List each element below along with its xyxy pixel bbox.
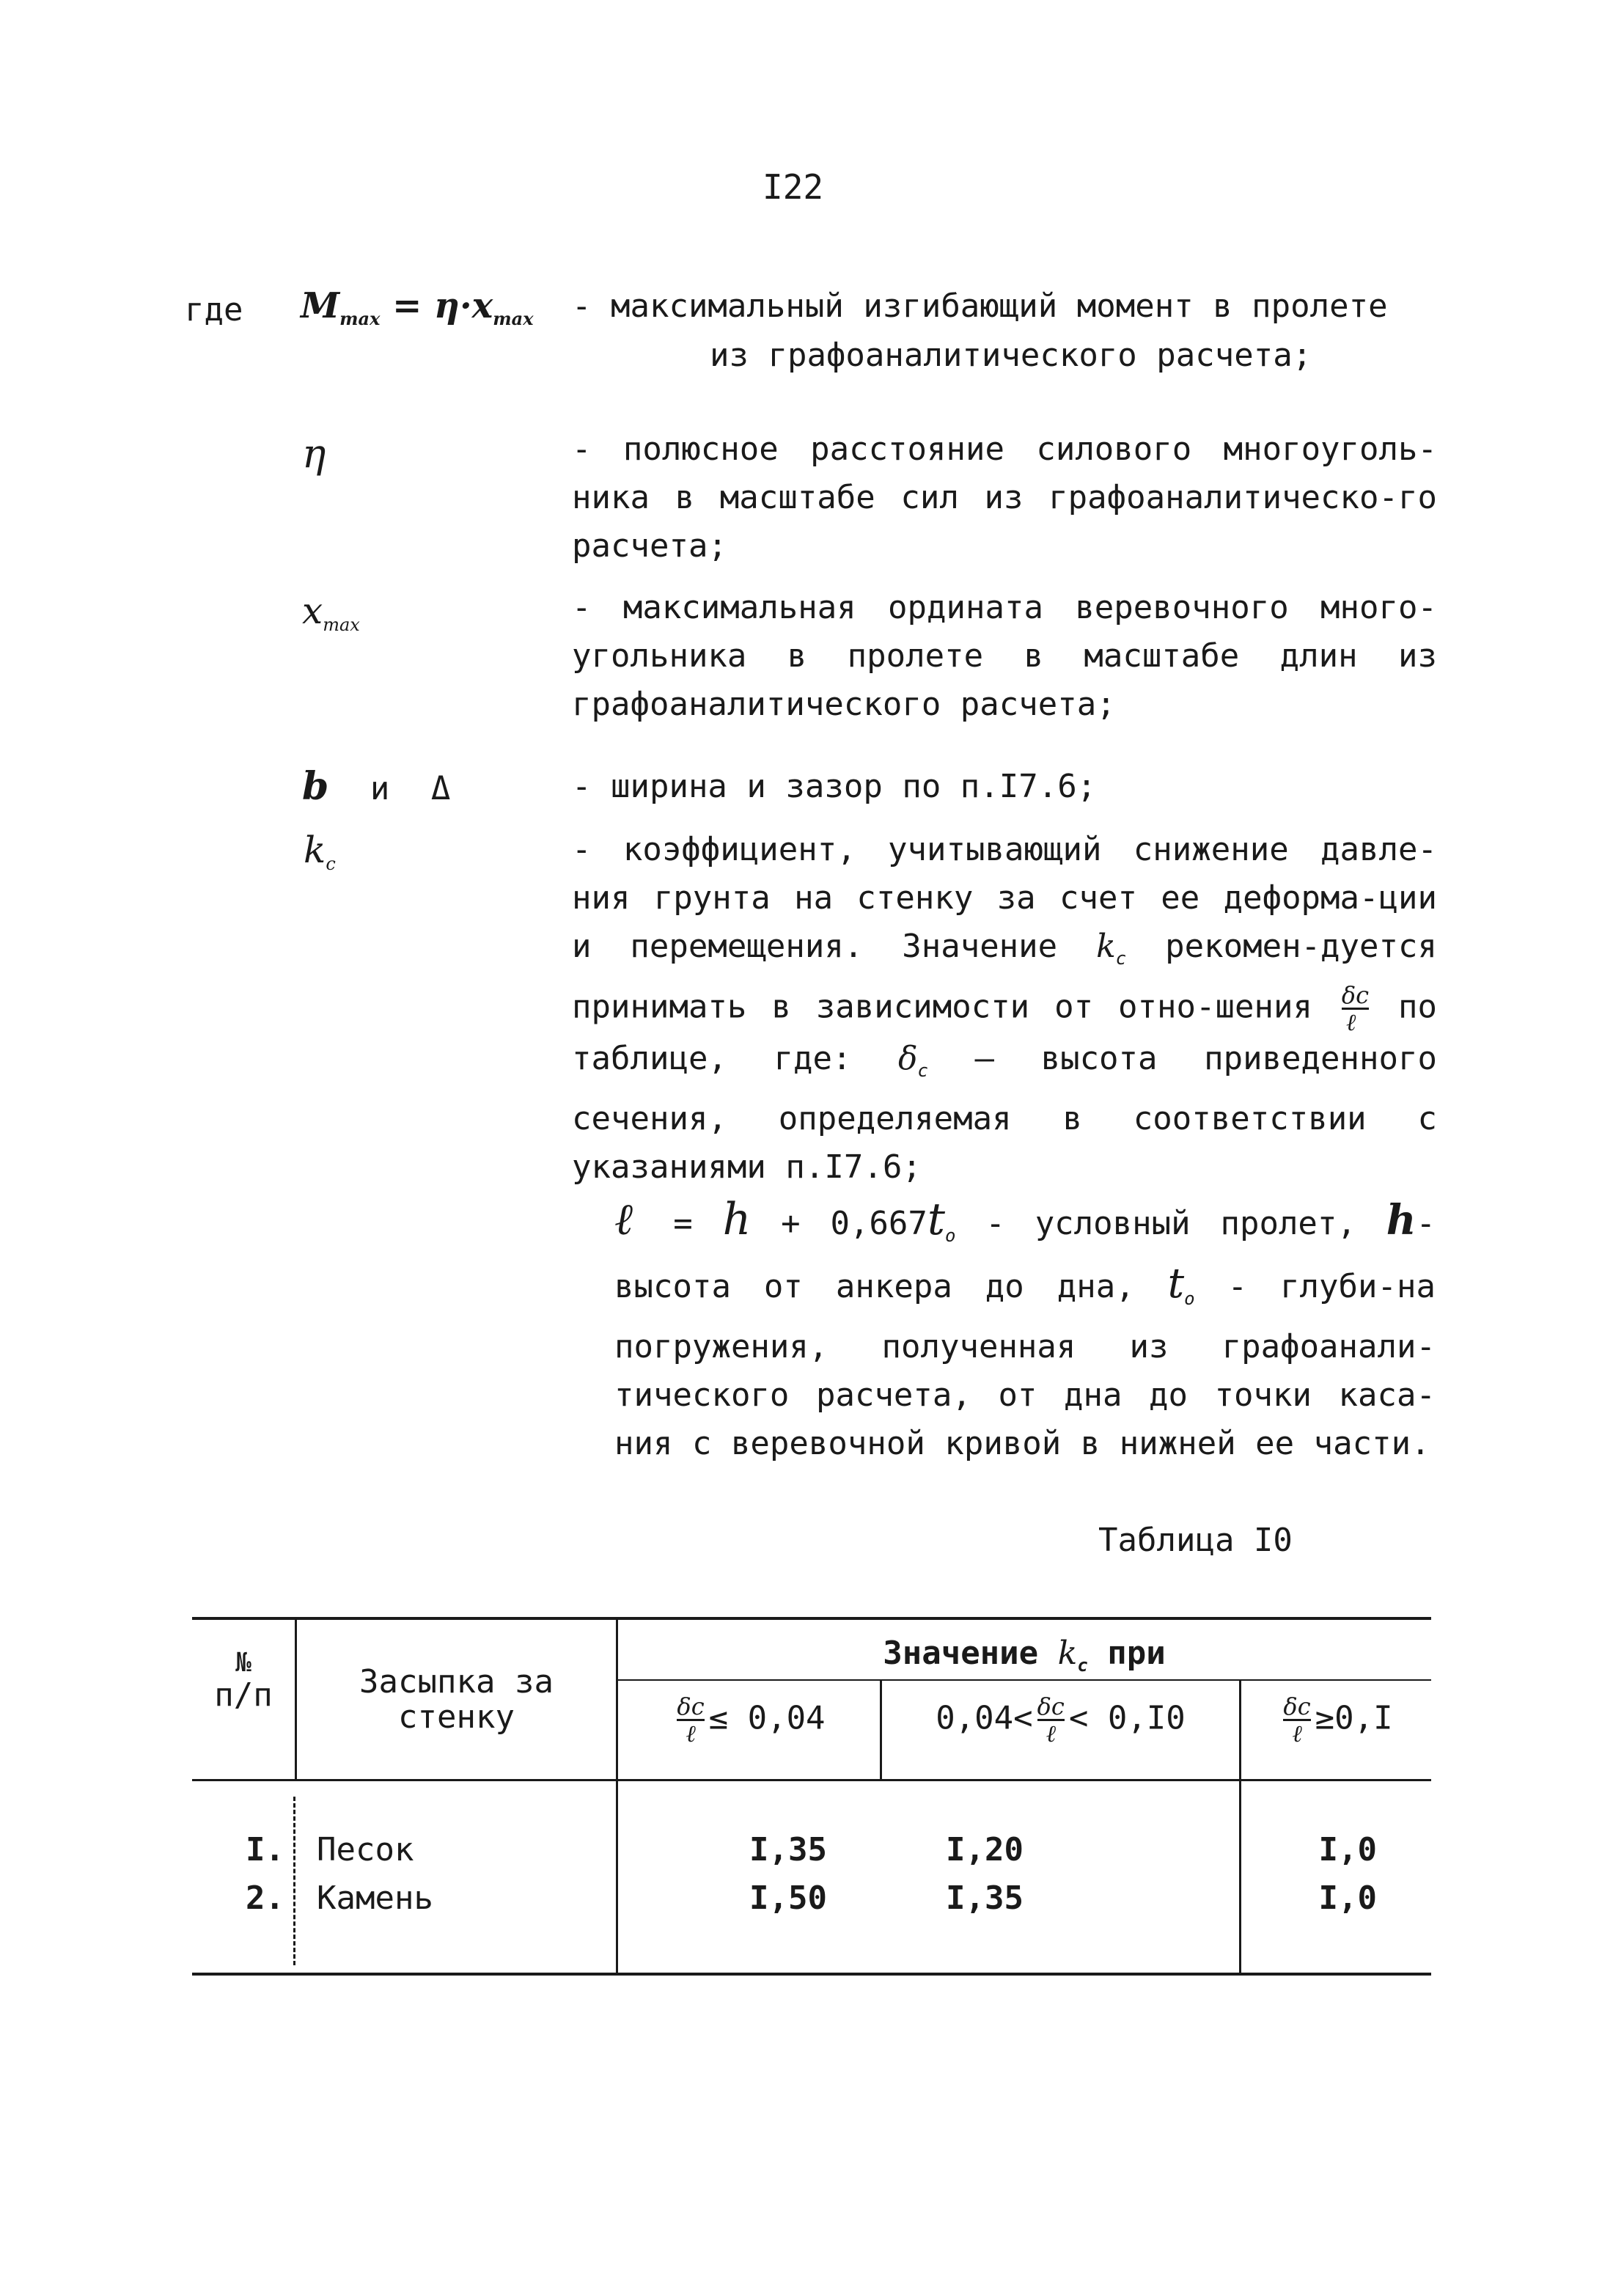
- table-col-divider-1-dashed: [293, 1797, 297, 1965]
- where-label: где: [185, 291, 243, 329]
- col-header-number: № п/п: [214, 1648, 273, 1714]
- row-1-value-3: I,0: [1318, 1831, 1377, 1868]
- delta-over-l-fraction: $\frac{\delta c}{\text{ℓ}}$: [1341, 981, 1370, 1036]
- row-1-backfill: Песок: [317, 1831, 414, 1868]
- xmax-symbol: $x_{max}$: [302, 590, 360, 635]
- moment-definition-line-1: - максимальный изгибающий момент в пролете: [572, 287, 1388, 325]
- width-gap-definition: - ширина и зазор по п.I7.6;: [572, 768, 1097, 805]
- row-1-number: I.: [246, 1831, 284, 1868]
- table-header-rule: [192, 1779, 1431, 1781]
- kc-definition: - коэффициент, учитывающий снижение давле-ния грунта на стенку за счет ее деформа-ции и перемещения. Значение $k_c$ рекомен-дуется принимать в зависимости от отно-шения $\frac{\delta c}{\text{ℓ}}$ по таблице, где: $\delta_c$ – высота приведенного сечения, определяемая в соответствии с указаниями п.I7.6;: [572, 831, 1437, 1186]
- page-number: I22: [763, 167, 824, 207]
- col-header-kc-group: Значение $k_c$ при: [883, 1635, 1166, 1676]
- span-definition: ℓ = $h + 0,667t_o$ - условный пролет, h- высота от анкера до дна, $t_o$ - глуби-на погружения, полученная из графоанали-тического расчета, от дна до точки каса-ния с веревочной кривой в нижней ее части.: [614, 1194, 1436, 1462]
- table-caption: Таблица I0: [1098, 1522, 1293, 1559]
- subheader-ratio-ge-01: $\frac{\delta c}{\text{ℓ}}$ ≥0,I: [1283, 1692, 1393, 1747]
- row-2-backfill: Камень: [317, 1879, 433, 1917]
- row-1-value-2: I,20: [946, 1831, 1024, 1868]
- subheader-ratio-between: 0,04< $\frac{\delta c}{\text{ℓ}}$ < 0,I0: [936, 1692, 1186, 1747]
- row-2-number: 2.: [246, 1879, 284, 1917]
- eta-definition: - полюсное расстояние силового многоуголь-ника в масштабе сил из графоаналитическо-го расчета;: [572, 430, 1437, 565]
- xmax-definition: - максимальная ордината веревочного много-угольника в пролете в масштабе длин из графоаналитического расчета;: [572, 589, 1437, 723]
- row-2-value-3: I,0: [1318, 1879, 1377, 1917]
- subheader-ratio-le-004: $\frac{\delta c}{\text{ℓ}}$ ≤ 0,04: [677, 1692, 826, 1747]
- eta-symbol: η: [302, 430, 326, 477]
- moment-definition-line-2: из графоаналитического расчета;: [710, 337, 1312, 374]
- kc-symbol: $k_c$: [304, 829, 336, 874]
- row-2-value-1: I,50: [749, 1879, 827, 1917]
- table-top-rule: [192, 1617, 1431, 1620]
- row-1-value-1: I,35: [749, 1831, 827, 1868]
- row-2-value-2: I,35: [946, 1879, 1024, 1917]
- width-gap-symbols: b и Δ: [302, 764, 451, 809]
- col-header-backfill: Засыпка за стенку: [359, 1663, 554, 1736]
- moment-formula: $M_{max} = \eta\cdot x_{max}$: [301, 285, 534, 329]
- table-bottom-rule: [192, 1973, 1431, 1976]
